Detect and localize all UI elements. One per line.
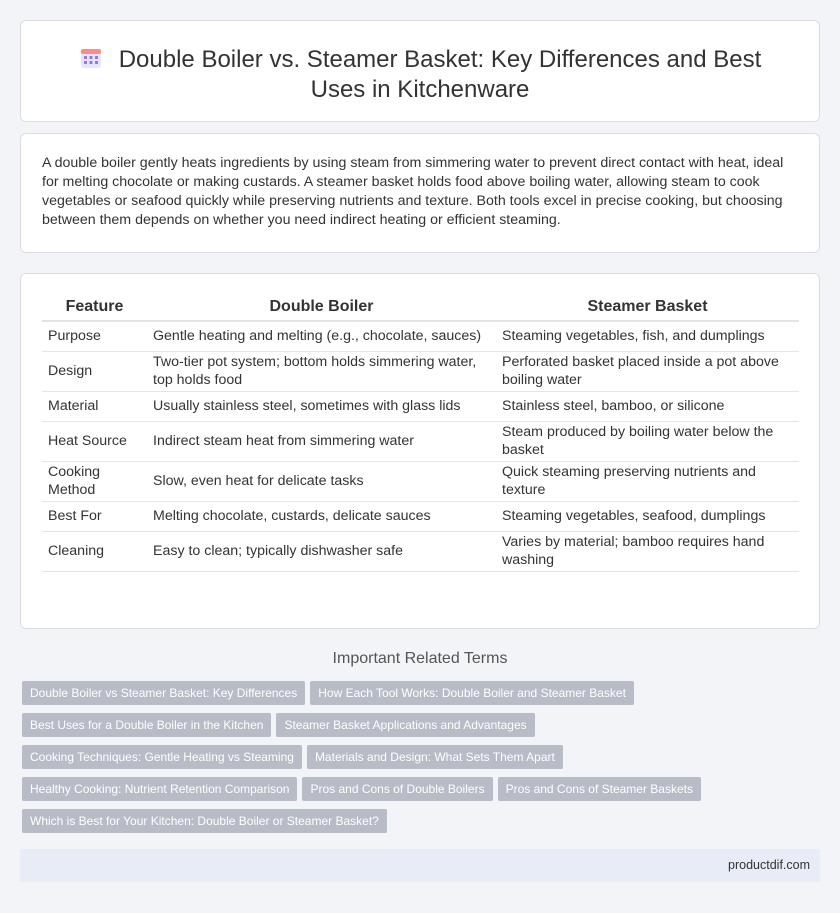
feature-cell: Design xyxy=(42,351,147,391)
steamer-basket-cell: Steam produced by boiling water below the basket xyxy=(496,421,799,461)
related-terms-list xyxy=(22,681,802,841)
table-row xyxy=(42,321,799,351)
related-term-link[interactable]: Steamer Basket Applications and Advantages xyxy=(276,713,534,737)
steamer-basket-cell: Steaming vegetables, fish, and dumplings xyxy=(496,321,799,351)
calendar-icon xyxy=(79,46,103,70)
related-term-link[interactable]: Materials and Design: What Sets Them Apart xyxy=(307,745,563,769)
steamer-basket-cell: Varies by material; bamboo requires hand washing xyxy=(496,531,799,571)
related-term-link[interactable]: Cooking Techniques: Gentle Heating vs Steaming xyxy=(22,745,302,769)
table-row xyxy=(42,531,799,571)
related-term-link[interactable]: How Each Tool Works: Double Boiler and Steamer Basket xyxy=(310,681,634,705)
feature-cell: Heat Source xyxy=(42,421,147,461)
column-header-steamer-basket: Steamer Basket xyxy=(496,294,799,321)
related-term-link[interactable]: Healthy Cooking: Nutrient Retention Comparison xyxy=(22,777,297,801)
double-boiler-cell: Usually stainless steel, sometimes with glass lids xyxy=(147,391,496,421)
feature-cell: Material xyxy=(42,391,147,421)
table-row xyxy=(42,421,799,461)
related-term-link[interactable]: Best Uses for a Double Boiler in the Kitchen xyxy=(22,713,271,737)
related-term-link[interactable]: Double Boiler vs Steamer Basket: Key Differences xyxy=(22,681,305,705)
table-row xyxy=(42,501,799,531)
feature-cell: Cleaning xyxy=(42,531,147,571)
header-card xyxy=(20,20,820,122)
double-boiler-cell: Indirect steam heat from simmering water xyxy=(147,421,496,461)
intro-paragraph: A double boiler gently heats ingredients by using steam from simmering water to prevent direct contact with heat, ideal for melting chocolate or making custards. A steamer basket holds food above boiling water, allowing steam to cook vegetables or seafood quickly while preserving nutrients and texture. Both tools excel in precise cooking, but choosing between them depends on whether you need indirect heating or efficient steaming. xyxy=(42,155,784,228)
table-row xyxy=(42,351,799,391)
column-header-feature: Feature xyxy=(42,294,147,321)
column-header-double-boiler: Double Boiler xyxy=(147,294,496,321)
double-boiler-cell: Melting chocolate, custards, delicate sauces xyxy=(147,501,496,531)
table-row xyxy=(42,391,799,421)
related-terms-heading: Important Related Terms xyxy=(332,650,508,667)
feature-cell: Best For xyxy=(42,501,147,531)
footer xyxy=(20,849,820,882)
intro-card xyxy=(20,133,820,253)
double-boiler-cell: Easy to clean; typically dishwasher safe xyxy=(147,531,496,571)
steamer-basket-cell: Stainless steel, bamboo, or silicone xyxy=(496,391,799,421)
footer-site-link[interactable]: productdif.com xyxy=(728,858,810,872)
comparison-table xyxy=(42,294,799,572)
steamer-basket-cell: Perforated basket placed inside a pot above boiling water xyxy=(496,351,799,391)
table-header-row xyxy=(42,294,799,321)
steamer-basket-cell: Quick steaming preserving nutrients and texture xyxy=(496,461,799,501)
feature-cell: Cooking Method xyxy=(42,461,147,501)
related-term-link[interactable]: Which is Best for Your Kitchen: Double Boiler or Steamer Basket? xyxy=(22,809,387,833)
related-term-link[interactable]: Pros and Cons of Double Boilers xyxy=(302,777,492,801)
page-title-wrap xyxy=(21,45,819,105)
double-boiler-cell: Two-tier pot system; bottom holds simmering water, top holds food xyxy=(147,351,496,391)
table-row xyxy=(42,461,799,501)
related-term-link[interactable]: Pros and Cons of Steamer Baskets xyxy=(498,777,701,801)
page-title: Double Boiler vs. Steamer Basket: Key Differences and Best Uses in Kitchenware xyxy=(118,46,762,103)
comparison-table-card xyxy=(20,273,820,629)
double-boiler-cell: Slow, even heat for delicate tasks xyxy=(147,461,496,501)
double-boiler-cell: Gentle heating and melting (e.g., chocolate, sauces) xyxy=(147,321,496,351)
steamer-basket-cell: Steaming vegetables, seafood, dumplings xyxy=(496,501,799,531)
feature-cell: Purpose xyxy=(42,321,147,351)
